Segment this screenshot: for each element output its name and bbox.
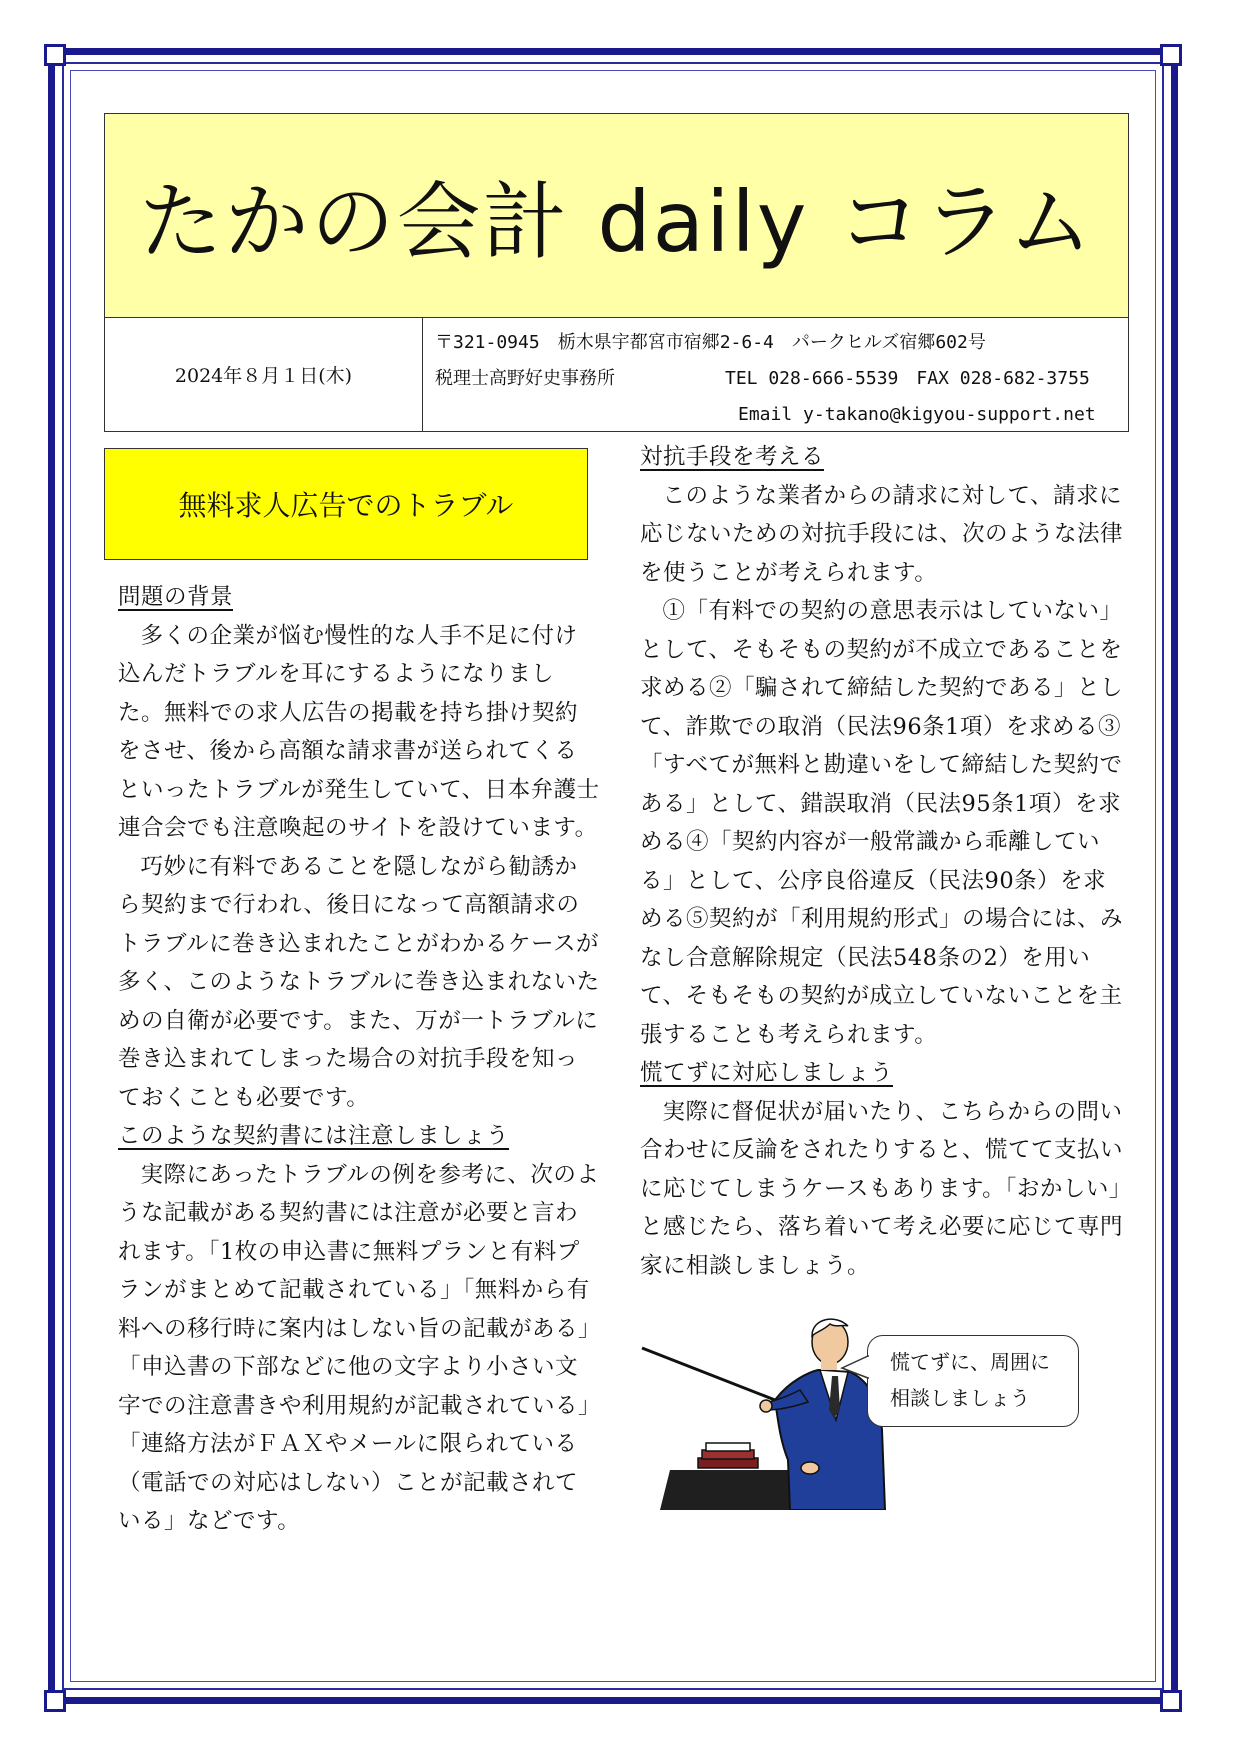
page-title: たかの会計 daily コラム: [138, 173, 1095, 271]
section-heading: このような契約書には注意しましょう: [118, 1123, 510, 1149]
section-heading: 問題の背景: [118, 584, 234, 610]
paragraph: このような業者からの請求に対して、請求に応じないための対抗手段には、次のような法律を使うことが考えられます。: [640, 482, 1124, 586]
paragraph: 多くの企業が悩む慢性的な人手不足に付け込んだトラブルを耳にするようになりました。無料での求人広告の掲載を持ち掛け契約をさせ、後から高額な請求書が送られてくるといったトラブルが発生していて、日本弁護士連合会でも注意喚起のサイトを設けています。: [118, 622, 600, 841]
frame-corner: [1160, 1690, 1182, 1712]
paragraph: ①「有料での契約の意思表示はしていない」として、そもそもの契約が不成立であることを求める②「騙されて締結した契約である」として、詐欺での取消（民法96条1項）を求める③「すべてが無料と勘違いをして締結した契約である」として、錯誤取消（民法95条1項）を求める④「契約内容が一般常識から乖離している」として、公序良俗違反（民法90条）を求める⑤契約が「利用規約形式」の場合には、みなし合意解除規定（民法548条の2）を用いて、そもそもの契約が成立していないことを主張することも考えられます。: [640, 598, 1124, 1048]
office-line: [435, 361, 1125, 397]
frame-corner: [1160, 44, 1182, 66]
title-banner: [104, 113, 1129, 318]
issue-date: 2024年８月１日(木): [105, 317, 423, 431]
topic-banner: [104, 448, 588, 560]
bubble-line: 相談しましょう: [890, 1386, 1030, 1410]
office-contact: [435, 325, 1125, 433]
info-row: [104, 317, 1129, 432]
paragraph: 実際にあったトラブルの例を参考に、次のような記載がある契約書には注意が必要と言われます。「1枚の申込書に無料プランと有料プランがまとめて記載されている」「無料から有料への移行時に案内はしない旨の記載がある」「申込書の下部などに他の文字より小さい文字での注意書きや利用規約が記載されている」「連絡方法がＦＡＸやメールに限られている（電話での対応はしない）ことが記載されている」などです。: [118, 1161, 600, 1534]
paragraph: 実際に督促状が届いたり、こちらからの問い合わせに反論をされたりすると、慌てて支払いに応じてしまうケースもあります。「おかしい」と感じたら、落ち着いて考え必要に応じて専門家に相談しましょう。: [640, 1098, 1124, 1279]
paragraph: 巧妙に有料であることを隠しながら勧誘から契約まで行われ、後日になって高額請求のトラブルに巻き込まれたことがわかるケースが多く、このようなトラブルに巻き込まれないための自衛が必要です。また、万が一トラブルに巻き込まれてしまった場合の対抗手段を知っておくことも必要です。: [118, 853, 600, 1111]
pointer-stick: [642, 1348, 775, 1400]
bubble-tail: [840, 1352, 870, 1382]
section-heading: 対抗手段を考える: [640, 444, 825, 470]
speech-bubble: [867, 1335, 1079, 1427]
office-address: 〒321-0945 栃木県宇都宮市宿郷2-6-4 パークヒルズ宿郷602号: [435, 332, 986, 353]
frame-corner: [44, 44, 66, 66]
book-icon: [706, 1443, 750, 1451]
office-name: 税理士高野好史事務所: [435, 368, 615, 389]
bubble-line: 慌てずに、周囲に: [890, 1350, 1050, 1374]
frame-corner: [44, 1690, 66, 1712]
office-phone-fax: TEL 028-666-5539 FAX 028-682-3755: [725, 368, 1090, 389]
office-email: Email y-takano@kigyou-support.net: [738, 404, 1096, 425]
section-heading: 慌てずに対応しましょう: [640, 1060, 894, 1086]
right-column: [640, 440, 1128, 1285]
left-column: [118, 578, 600, 1541]
hand: [760, 1400, 772, 1412]
topic-title: 無料求人広告でのトラブル: [178, 489, 514, 522]
